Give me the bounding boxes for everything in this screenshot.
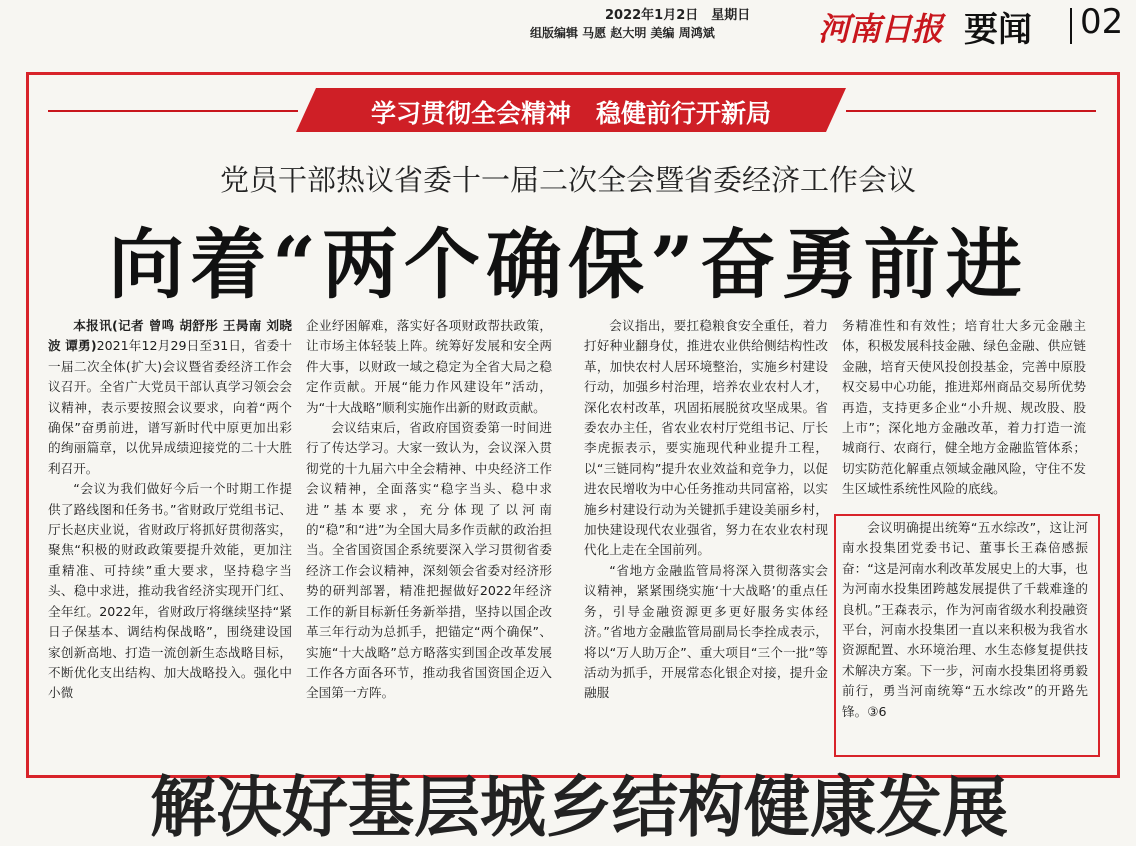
page-header (0, 0, 1136, 52)
column-banner-text: 学习贯彻全会精神 稳健前行开新局 (370, 99, 771, 128)
paragraph: “会议为我们做好今后一个时期工作提供了路线图和任务书。”省财政厅党组书记、厅长赵庆业说，省财政厅将抓好贯彻落实，聚焦“积极的财政政策要提升效能，更加注重精准、可持续”重大要求，坚持稳字当头、稳中求进，推动我省经济实现开门红、全年红。2022年，省财政厅将继续坚持“紧日子保基本、调结构保战略”，围绕建设国家创新高地、打造一流创新生态战略目标，不断优化支出结构、加大战略投入。强化中小微 (48, 481, 292, 701)
issue-date: 2022年1月2日 星期日 (605, 8, 751, 23)
paragraph: 会议结束后，省政府国资委第一时间进行了传达学习。大家一致认为，会议深入贯彻党的十九届六中全会精神、中央经济工作会议精神，全面落实“稳字当头、稳中求进”基本要求，充分体现了以河南的“稳”和“进”为全国大局多作贡献的政治担当。全省国资国企系统要深入学习贯彻省委经济工作会议精神，深刻领会省委对经济形势的研判部署，精准把握做好2022年经济工作的新目标新任务新举措，坚持以国企改革三年行动为总抓手，把锚定“两个确保”、实施“十大战略”总方略落实到国企改革发展工作各方面各环节，推动我省国资国企迈入全国第一方阵。 (306, 420, 552, 701)
banner-rule-left (48, 110, 298, 112)
header-divider (1070, 8, 1072, 44)
editor-credits: 组版编辑 马愿 赵大明 美编 周鸿斌 (530, 26, 715, 40)
paragraph: 会议明确提出统筹“五水综改”，这让河南水投集团党委书记、董事长王森倍感振奋：“这是河南水利改革发展史上的大事，也为河南水投集团跨越发展提供了千载难逢的良机。”王森表示，作为河南省级水利投融资平台，河南水投集团一直以来积极为我省水资源配置、水环境治理、水生态修复提供技术解决方案。下一步，河南水投集团将勇毅前行，勇当河南统筹“五水综改”的开路先锋。③6 (842, 520, 1088, 719)
paragraph: 务精准性和有效性；培育壮大多元金融主体，积极发展科技金融、绿色金融、供应链金融，培育天使风投创投基金，完善中原股权交易中心功能，推进郑州商品交易所优势再造，支持更多企业“小升规、规改股、股上市”；深化地方金融改革，着力打造一流城商行、农商行，健全地方金融监管体系；切实防范化解重点领域金融风险，守住不发生区域性系统性风险的底线。 (842, 318, 1086, 497)
article-headline: 向着“两个确保”奋勇前进 (108, 220, 1028, 309)
text-column-4 (842, 316, 1086, 506)
next-article-strip (0, 768, 1136, 846)
page-number: 02 (1080, 2, 1124, 42)
paragraph: 企业纾困解难，落实好各项财政帮扶政策，让市场主体轻装上阵。统筹好发展和安全两件大事，以财政一域之稳定为全省大局之稳定作贡献。开展“能力作风建设年”活动，为“十大战略”顺利实施作出新的财政贡献。 (306, 318, 552, 415)
article-subtitle: 党员干部热议省委十一届二次全会暨省委经济工作会议 (219, 163, 916, 197)
byline: 本报讯(记者 曾鸣 胡舒彤 王昺南 刘晓波 谭勇) (48, 318, 292, 354)
next-article-headline: 解决好基层城乡结构健康发展 (150, 768, 1008, 846)
paragraph: “省地方金融监管局将深入贯彻落实会议精神，紧紧围绕实施‘十大战略’的重点任务，引导金融资源更多更好服务实体经济。”省地方金融监管局副局长李拴成表示，将以“万人助万企”、重大项目“三个一批”等活动为抓手，开展常态化银企对接，提升金融服 (584, 562, 828, 701)
text-column-2 (306, 316, 552, 760)
highlighted-paragraph (842, 518, 1088, 728)
text-column-3 (584, 316, 828, 760)
newspaper-logo: 河南日报 (818, 10, 943, 48)
banner-rule-right (846, 110, 1096, 112)
section-name: 要闻 (964, 10, 1032, 50)
paragraph: 2021年12月29日至31日，省委十一届二次全体(扩大)会议暨省委经济工作会议召开。全省广大党员干部认真学习领会会议精神，表示要按照会议要求，向着“两个确保”奋勇前进，谱写新时代中原更加出彩的绚丽篇章，以优异成绩迎接党的二十大胜利召开。 (48, 338, 292, 476)
text-column-1 (48, 316, 292, 760)
paragraph: 会议指出，要扛稳粮食安全重任，着力打好种业翻身仗，推进农业供给侧结构性改革，加快农村人居环境整治，实施乡村建设行动，加强乡村治理，培养农业农村人才，深化农村改革，巩固拓展脱贫攻坚成果。省委农办主任，省农业农村厅党组书记、厅长李虎振表示，要实施现代种业提升工程，以“三链同构”提升农业效益和竞争力，以促进农民增收为中心任务推动共同富裕，以实施乡村建设行动为关键抓手建设美丽乡村，加快建设现代农业强省，努力在农业农村现代化上走在全国前列。 (584, 318, 828, 558)
